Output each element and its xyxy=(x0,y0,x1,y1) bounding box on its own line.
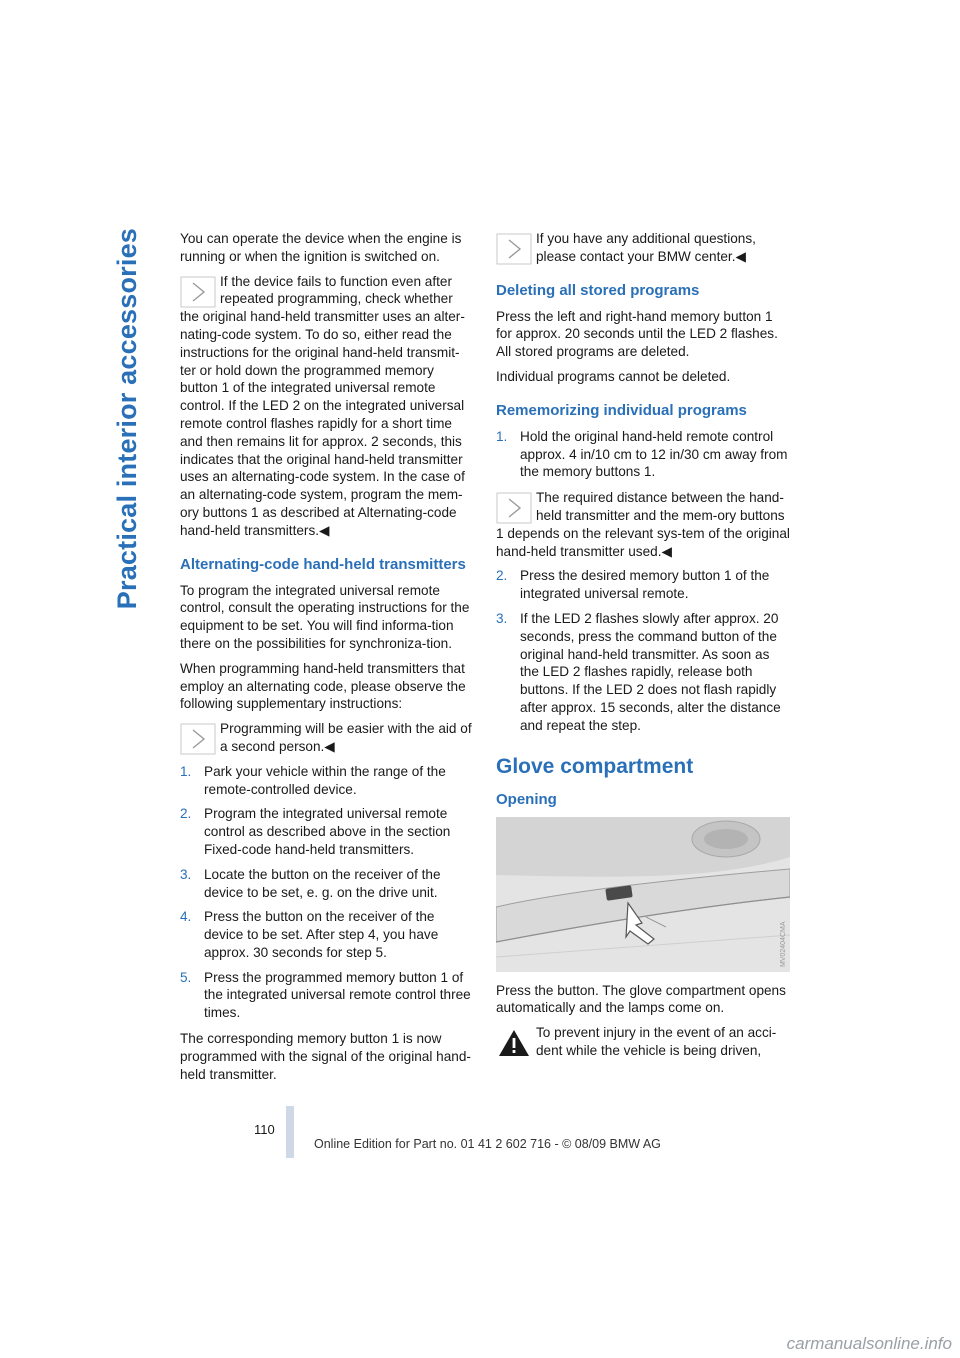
list-item: 4. Press the button on the receiver of the device to be set. After step 4, you have approx. 30 seconds for step 5. xyxy=(180,909,439,960)
note-text: If the device fails to function even after repeated programming, check whether the original hand-held transmitter uses an alter-nating-code system. To do so, either read the instructions for the original hand-held transmit-ter or hold down the programmed memory button 1 of the integrated universal remote control. If the LED 2 on the integrated universal remote control flashes rapidly for a short time and then remains lit for approx. 2 seconds, this indicates that the original hand-held transmitter uses an alternating-code system. In the case of an alternating-code system, program the mem-ory buttons 1 as described at Alternating-code hand-held transmitters.◀ xyxy=(180,273,465,538)
paragraph: The corresponding memory button 1 is now programmed with the signal of the original hand-held transmitter. xyxy=(180,1031,471,1082)
image-code: MV02404CMA xyxy=(780,921,787,967)
warning-triangle-icon xyxy=(496,1027,532,1059)
note-text: The required distance between the hand-held transmitter and the mem-ory buttons 1 depends on the relevant sys-tem of the original hand-held transmitter used.◀ xyxy=(496,490,790,559)
footer-edition: Online Edition for Part no. 01 41 2 602 716 - © 08/09 BMW AG xyxy=(314,1137,661,1151)
paragraph: You can operate the device when the engine is running or when the ignition is switched on. xyxy=(180,231,462,264)
paragraph: Individual programs cannot be deleted. xyxy=(496,368,731,384)
warning-text: To prevent injury in the event of an acci-dent while the vehicle is being driven, xyxy=(536,1025,777,1058)
paragraph: Press the left and right-hand memory button 1 for approx. 20 seconds until the LED 2 flashes. All stored programs are deleted. xyxy=(496,308,778,360)
note-text: Programming will be easier with the aid of a second person.◀ xyxy=(220,721,472,754)
heading-glove-compartment: Glove compartment xyxy=(496,754,694,778)
watermark: carmanualsonline.info xyxy=(786,1334,952,1353)
steps-list xyxy=(496,567,790,734)
steps-list xyxy=(496,428,790,481)
heading-alternating-code: Alternating-code hand-held transmitters xyxy=(180,555,466,573)
paragraph: When programming hand-held transmitters that employ an alternating code, please observe the following supplementary instructions: xyxy=(180,660,466,712)
note xyxy=(180,273,474,540)
paragraph: Press the button. The glove compartment opens automatically and the lamps come on. xyxy=(496,982,786,1016)
list-item: 1. Hold the original hand-held remote control approx. 4 in/10 cm to 12 in/30 cm away from the memory buttons 1. xyxy=(496,428,788,480)
note-text: If you have any additional questions, please contact your BMW center.◀ xyxy=(536,231,756,264)
list-item: 2. Press the desired memory button 1 of the integrated universal remote. xyxy=(496,568,770,602)
list-item: 3. If the LED 2 flashes slowly after approx. 20 seconds, press the command button of the original hand-held transmitter. As soon as the LED 2 flashes rapidly, release both buttons. If the LED 2 does not flash rapidly after approx. 15 seconds, alter the distance and repeat the step. xyxy=(496,610,781,733)
left-column xyxy=(180,230,474,1090)
glove-compartment-image xyxy=(496,817,790,972)
heading-opening: Opening xyxy=(496,790,557,808)
warning-note xyxy=(496,1024,790,1060)
side-title: Practical interior accessories xyxy=(112,228,142,610)
note-arrow-icon xyxy=(496,492,532,524)
note-arrow-icon xyxy=(180,723,216,755)
list-item: 1. Park your vehicle within the range of the remote-controlled device. xyxy=(180,763,446,797)
note xyxy=(180,720,474,756)
heading-rememorizing: Rememorizing individual programs xyxy=(496,401,747,419)
right-column xyxy=(496,230,790,1067)
list-item: 2. Program the integrated universal remote control as described above in the section Fixed-code hand-held transmitters. xyxy=(180,806,451,857)
list-item: 5. Press the programmed memory button 1 of the integrated universal remote control three times. xyxy=(180,969,471,1021)
paragraph: To program the integrated universal remote control, consult the operating instructions for the equipment to be set. You will find informa-tion there on the possibilities for synchroniza-tion. xyxy=(180,582,470,651)
heading-deleting: Deleting all stored programs xyxy=(496,281,700,299)
footer-bar xyxy=(286,1106,294,1158)
list-item: 3. Locate the button on the receiver of the device to be set, e. g. on the drive unit. xyxy=(180,866,441,900)
steps-list xyxy=(180,763,474,1022)
note xyxy=(496,489,790,560)
note-arrow-icon xyxy=(180,276,216,308)
page-number: 110 xyxy=(254,1122,275,1137)
note xyxy=(496,230,790,266)
note-arrow-icon xyxy=(496,233,532,265)
